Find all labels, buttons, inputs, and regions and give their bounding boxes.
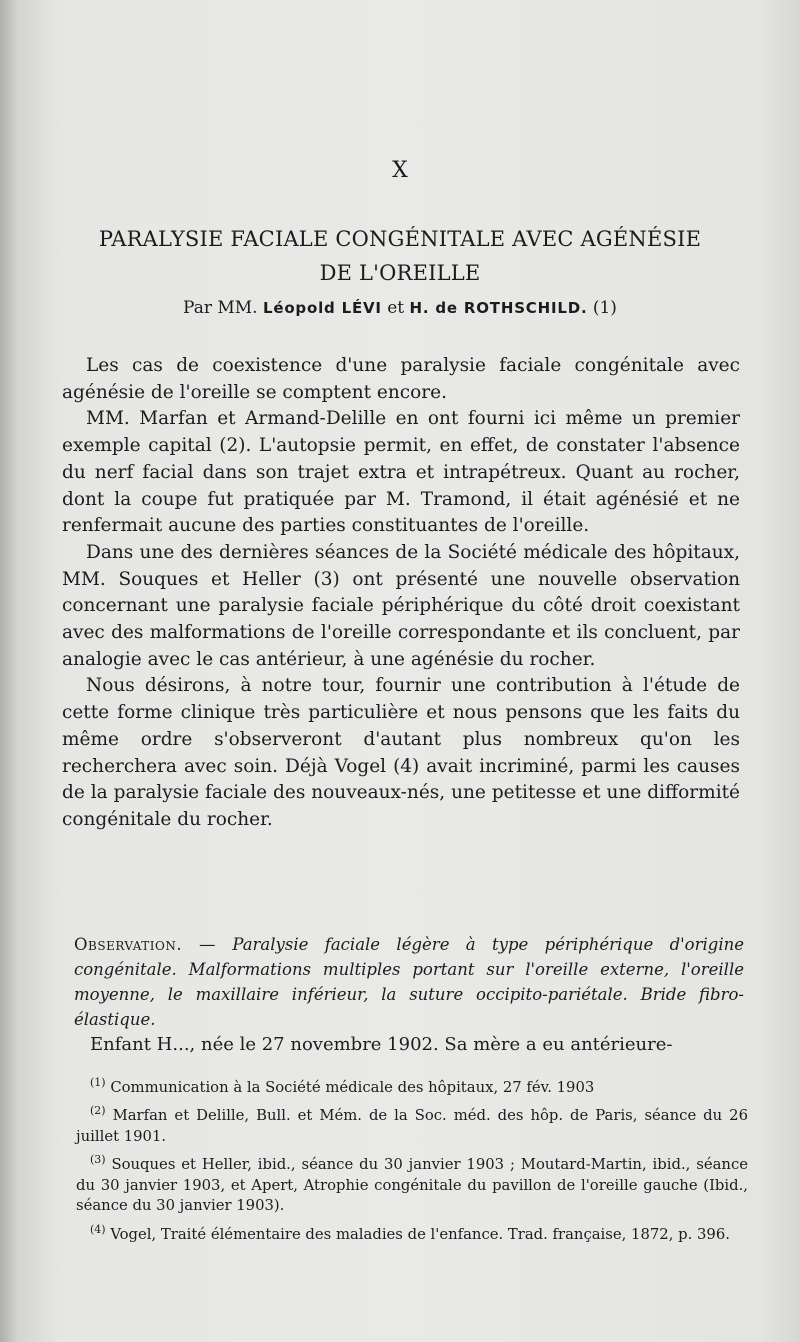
title-line-1: PARALYSIE FACIALE CONGÉNITALE AVEC AGÉNÉSIE	[98, 227, 702, 251]
paragraph-2: MM. Marfan et Armand-Delille en ont fourni ici même un premier exemple capital (2). L'autopsie permit, en effet, de constater l'absence du nerf facial dans son trajet extra et intrapétreux. Quant au rocher, dont la coupe fut pratiquée par M. Tramond, il était agénésié et ne renfermait aucune des parties constituantes de l'oreille.	[62, 408, 740, 537]
author-2: H. de ROTHSCHILD.	[409, 299, 588, 317]
author-1: Léopold LÉVI	[263, 299, 382, 317]
footnote-2-number: (2)	[90, 1104, 106, 1118]
observation-label: Observation. —	[74, 935, 216, 954]
chapter-number: X	[392, 158, 408, 183]
footnote-3-text: Souques et Heller, ibid., séance du 30 janvier 1903 ; Moutard-Martin, ibid., séance du 30 janvier 1903, et Apert, Atrophie congénitale du pavillon de l'oreille gauche (Ibid., séance du 30 janvier 1903).	[76, 1156, 748, 1215]
footnotes	[76, 1073, 748, 1248]
article-title	[60, 222, 740, 290]
authors-footnote-ref: (1)	[592, 298, 617, 318]
footnote-2	[76, 1101, 748, 1147]
footnote-4-text: Vogel, Traité élémentaire des maladies de l'enfance. Trad. française, 1872, p. 396.	[110, 1225, 730, 1243]
authors-prefix: Par MM.	[183, 298, 258, 318]
observation-summary: Paralysie faciale légère à type périphérique d'origine congénitale. Malformations multiples portant sur l'oreille externe, l'oreille moyenne, le maxillaire inférieur, la suture occipito-pariétale. Bride fibro-élastique.	[74, 935, 744, 1029]
authors-line	[0, 298, 800, 318]
footnote-3-number: (3)	[90, 1153, 106, 1167]
footnote-1-text: Communication à la Société médicale des hôpitaux, 27 fév. 1903	[110, 1078, 595, 1096]
paragraph-4: Nous désirons, à notre tour, fournir une contribution à l'étude de cette forme clinique très particulière et nous pensons que les faits du même ordre s'observeront d'autant plus nombreux qu'on les recherchera avec soin. Déjà Vogel (4) avait incriminé, parmi les causes de la paralysie faciale des nouveaux-nés, une petitesse et une difformité congénitale du rocher.	[62, 675, 740, 830]
footnote-1	[76, 1073, 748, 1098]
footnote-4	[76, 1220, 748, 1245]
body-text	[62, 353, 740, 834]
observation-text: Enfant H..., née le 27 novembre 1902. Sa mère a eu antérieure-	[90, 1034, 673, 1055]
paragraph-3: Dans une des dernières séances de la Société médicale des hôpitaux, MM. Souques et Heller (3) ont présenté une nouvelle observation concernant une paralysie faciale périphérique du côté droit coexistant avec des malformations de l'oreille correspondante et ils concluent, par analogie avec le cas antérieur, à une agénésie du rocher.	[62, 541, 740, 670]
footnote-4-number: (4)	[90, 1222, 106, 1236]
footnote-3	[76, 1150, 748, 1216]
observation-section	[74, 932, 744, 1057]
footnote-1-number: (1)	[90, 1076, 106, 1089]
footnote-2-text: Marfan et Delille, Bull. et Mém. de la Soc. méd. des hôp. de Paris, séance du 26 juillet 1901.	[76, 1107, 748, 1145]
authors-join: et	[387, 298, 405, 318]
title-line-2: DE L'OREILLE	[319, 261, 481, 285]
paragraph-1: Les cas de coexistence d'une paralysie faciale congénitale avec agénésie de l'oreille se comptent encore.	[62, 355, 740, 403]
observation-heading	[74, 932, 744, 1032]
